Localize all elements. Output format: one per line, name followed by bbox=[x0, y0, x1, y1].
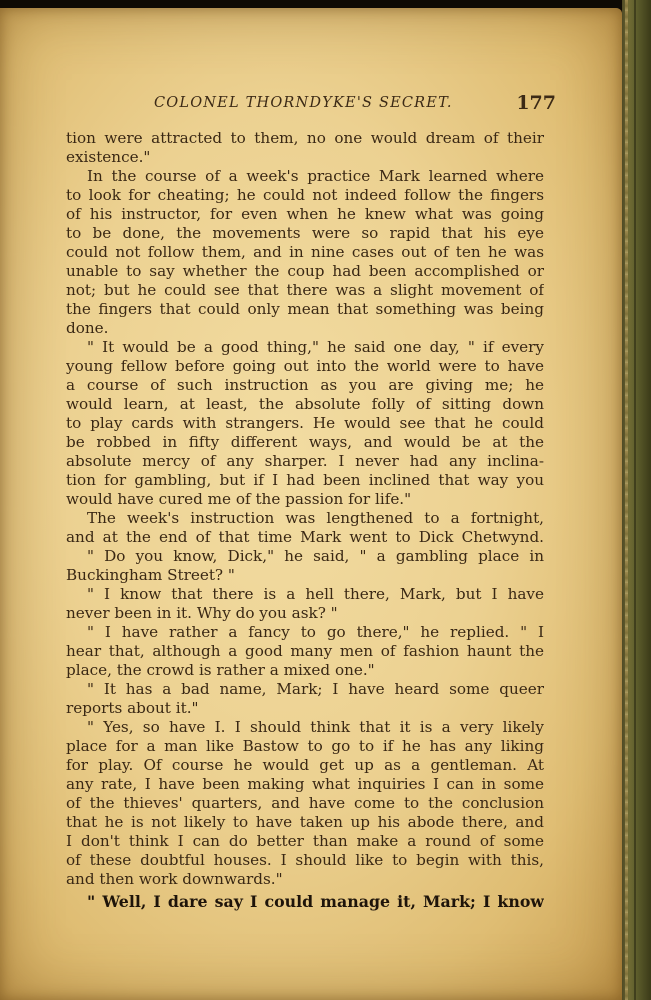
running-head: COLONEL THORNDYKE'S SECRET. bbox=[154, 95, 453, 111]
text-line: The week's instruction was lengthened to a fortnight, bbox=[87, 509, 544, 527]
text-line: that he is not likely to have taken up his abode there, and bbox=[66, 813, 544, 831]
text-line: to be done, the movements were so rapid that his eye bbox=[66, 224, 544, 242]
text-line: " It would be a good thing," he said one day, " if every bbox=[87, 338, 544, 356]
text-line: tion were attracted to them, no one would dream of their bbox=[66, 129, 544, 147]
text-line: " Yes, so have I. I should think that it is a very likely bbox=[87, 718, 544, 736]
text-line: not; but he could see that there was a slight movement of bbox=[66, 281, 544, 299]
page-header bbox=[66, 92, 556, 118]
text-line: " Do you know, Dick," he said, " a gambling place in bbox=[87, 547, 544, 565]
text-line: for play. Of course he would get up as a gentleman. At bbox=[66, 756, 544, 774]
text-line: and then work downwards." bbox=[66, 870, 283, 888]
text-line: to look for cheating; he could not indeed follow the fingers bbox=[66, 186, 544, 204]
text-line: could not follow them, and in nine cases out of ten he was bbox=[66, 243, 544, 261]
body-text bbox=[66, 129, 544, 913]
text-line: existence." bbox=[66, 148, 151, 166]
page-number: 177 bbox=[516, 92, 556, 114]
text-line: tion for gambling, but if I had been inclined that way you bbox=[66, 471, 544, 489]
text-line: hear that, although a good many men of fashion haunt the bbox=[66, 642, 544, 660]
text-line: a course of such instruction as you are giving me; he bbox=[66, 376, 544, 394]
text-line: would learn, at least, the absolute folly of sitting down bbox=[66, 395, 544, 413]
text-line: of his instructor, for even when he knew what was going bbox=[66, 205, 544, 223]
text-line: any rate, I have been making what inquiries I can in some bbox=[66, 775, 544, 793]
text-line: young fellow before going out into the world were to have bbox=[66, 357, 544, 375]
text-line: of these doubtful houses. I should like to begin with this, bbox=[66, 851, 544, 869]
text-line: unable to say whether the coup had been accomplished or bbox=[66, 262, 544, 280]
text-line: the fingers that could only mean that something was being bbox=[66, 300, 544, 318]
text-line: and at the end of that time Mark went to Dick Chetwynd. bbox=[66, 528, 544, 546]
text-line: " I know that there is a hell there, Mark, but I have bbox=[87, 585, 544, 603]
text-line: place for a man like Bastow to go to if he has any liking bbox=[66, 737, 544, 755]
text-line: would have cured me of the passion for life." bbox=[66, 490, 412, 508]
text-line: place, the crowd is rather a mixed one." bbox=[66, 661, 375, 679]
text-line: be robbed in fifty different ways, and would be at the bbox=[66, 433, 544, 451]
text-line: never been in it. Why do you ask? " bbox=[66, 604, 338, 622]
text-line: " I have rather a fancy to go there," he replied. " I bbox=[87, 623, 544, 641]
text-line: " Well, I dare say I could manage it, Mark; I know bbox=[87, 892, 544, 911]
text-line: absolute mercy of any sharper. I never had any inclina- bbox=[66, 452, 544, 470]
text-line: " It has a bad name, Mark; I have heard some queer bbox=[87, 680, 544, 698]
text-line: reports about it." bbox=[66, 699, 199, 717]
text-line: to play cards with strangers. He would see that he could bbox=[66, 414, 544, 432]
text-line: I don't think I can do better than make a round of some bbox=[66, 832, 544, 850]
text-line: In the course of a week's practice Mark learned where bbox=[87, 167, 544, 185]
text-line: of the thieves' quarters, and have come to the conclusion bbox=[66, 794, 544, 812]
text-line: done. bbox=[66, 319, 109, 337]
book-spine-edge bbox=[622, 0, 651, 1000]
text-line: Buckingham Street? " bbox=[66, 566, 235, 584]
